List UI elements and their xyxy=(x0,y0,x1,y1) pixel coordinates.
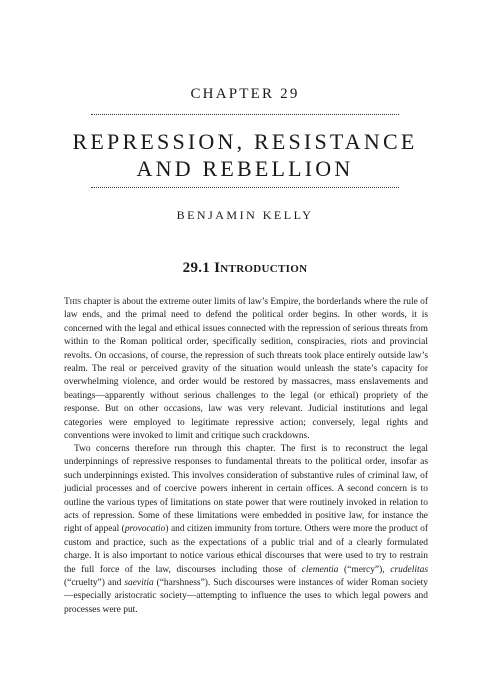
paragraph-2-text-a: Two concerns therefore run through this chapter. The first is to reconstruct the legal underpinnings of repressive responses to fundamental threats to the political order, insofar as such underpinnings existed. This involves consideration of substantive rules of criminal law, of judicial processes and of coercive powers inherent in certain offices. A second concern is to outline the various types of limitations on state power that were routinely invoked in relation to acts of repression. Some of these limitations were embedded in positive law, for instance the right of appeal ( xyxy=(64,444,428,535)
paragraph-2-text-d: (“cruelty”) and xyxy=(64,578,125,589)
paragraph-2-text-c: (“mercy”), xyxy=(338,564,391,575)
chapter-title xyxy=(0,128,490,182)
term-clementia: clementia xyxy=(301,564,339,575)
paragraph-2 xyxy=(64,443,428,617)
section-title: Introduction xyxy=(214,260,308,276)
term-crudelitas: crudelitas xyxy=(390,564,428,575)
term-saevitia: saevitia xyxy=(124,578,154,589)
term-provocatio: provocatio xyxy=(124,524,166,535)
paragraph-1-lead: This xyxy=(64,297,82,307)
chapter-label: CHAPTER 29 xyxy=(190,86,300,102)
chapter-title-line-2: AND REBELLION xyxy=(136,156,354,181)
paragraph-2-text-e: (“harshness”). Such discourses were instances of wider Roman society—especially aristocratic society—attempting to influence the uses to which legal powers and processes were put. xyxy=(64,578,428,615)
paragraph-1 xyxy=(64,296,428,443)
section-number: 29.1 xyxy=(182,260,211,276)
dotted-rule-bottom xyxy=(91,187,399,188)
author-name: BENJAMIN KELLY xyxy=(176,208,314,222)
chapter-title-line-1: REPRESSION, RESISTANCE xyxy=(72,129,418,154)
paragraph-2-text-b: ) and citizen immunity from torture. Others were more the product of custom and practice, such as the expectations of a public trial and of a clearly formulated charge. It is also important to notice various ethical discourses that were used to try to restrain the full force of the law, discourses including those of xyxy=(64,524,428,575)
section-heading xyxy=(0,260,490,277)
paragraph-1-text: chapter is about the extreme outer limits of law’s Empire, the borderlands where the rule of law ends, and the primal need to defend the political order begins. In other words, it is concerned with the legal and ethical issues connected with the repression of serious threats from within to the Roman political order, specifically sedition, conspiracies, riots and provincial revolts. On occasions, of course, the repression of such threats took place entirely outside law’s realm. The real or perceived gravity of the situation would unleash the state’s capacity for overwhelming violence, and order would be restored by massacres, mass enslavements and beatings—apparently without serious challenges to the legal (or ethical) propriety of the response. But on other occasions, law was very relevant. Judicial institutions and legal categories were employed to legitimate repressive action; conversely, legal rights and conventions were invoked to limit and critique such crackdowns. xyxy=(64,297,428,442)
dotted-rule-top xyxy=(91,114,399,115)
